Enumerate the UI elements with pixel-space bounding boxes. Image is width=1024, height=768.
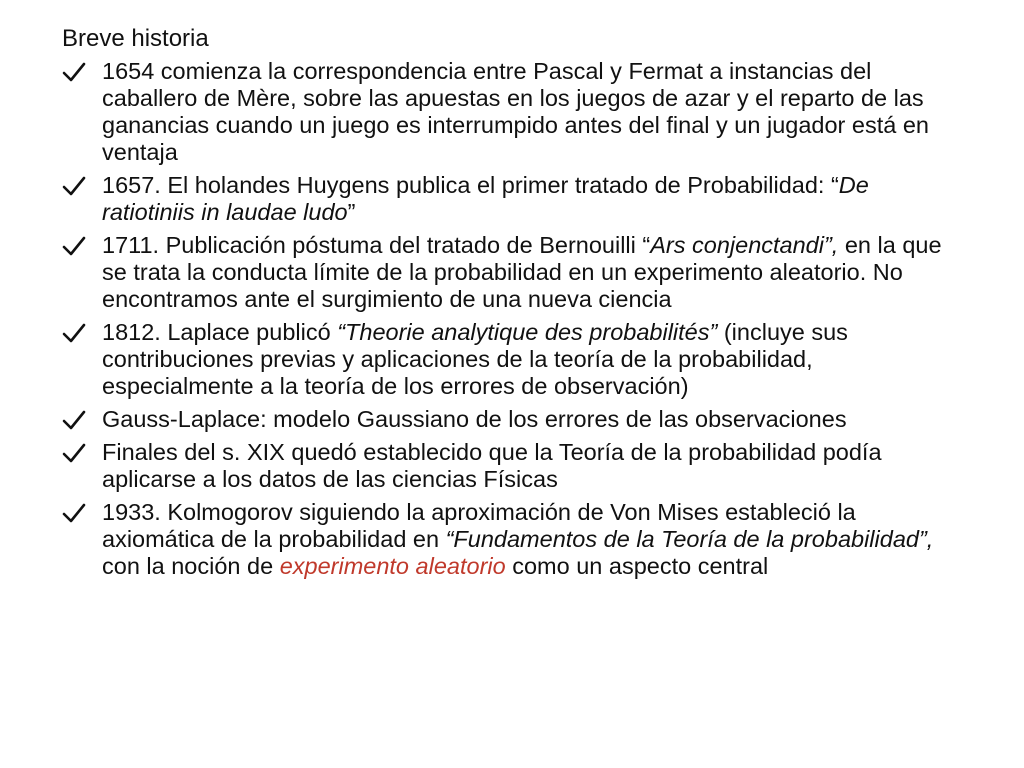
- italic-title: De ratiotiniis in laudae ludo: [102, 172, 869, 225]
- highlighted-term: experimento aleatorio: [279, 553, 506, 579]
- bullet-text-segment: 1711. Publicación póstuma del tratado de Bernouilli “: [102, 232, 651, 258]
- bullet-text: [102, 232, 942, 312]
- bullet-item: [62, 406, 962, 433]
- bullet-text: [102, 58, 929, 165]
- bullet-text: [102, 319, 848, 399]
- slide-heading: Breve historia: [62, 25, 209, 52]
- italic-title: “Fundamentos de la Teoría de la probabilidad”,: [445, 526, 934, 552]
- bullet-text-segment: 1812. Laplace publicó: [102, 319, 338, 345]
- bullet-text-segment: Gauss-Laplace: modelo Gaussiano de los errores de las observaciones: [102, 406, 847, 432]
- italic-title: Ars conjenctandi”,: [650, 232, 839, 258]
- bullet-text: [102, 406, 847, 432]
- bullet-text-segment: 1654 comienza la correspondencia entre Pascal y Fermat a instancias del caballero de Mère, sobre las apuestas en los juegos de azar y el reparto de las ganancias cuando un juego es interrumpido antes del final y un jugador está en ventaja: [102, 58, 929, 165]
- bullet-item: [62, 439, 962, 493]
- bullet-text-segment: Finales del s. XIX quedó establecido que la Teoría de la probabilidad podía aplicarse a los datos de las ciencias Físicas: [102, 439, 882, 492]
- checkmark-icon: [62, 322, 86, 344]
- bullet-text-segment: 1933. Kolmogorov siguiendo la aproximación de Von Mises estableció la axiomática de la probabilidad en: [102, 499, 856, 552]
- checkmark-icon: [62, 409, 86, 431]
- bullet-item: [62, 232, 962, 313]
- bullet-text-segment: como un aspecto central: [505, 553, 769, 579]
- bullet-item: [62, 319, 962, 400]
- bullet-text: [102, 499, 933, 579]
- bullet-text: [102, 439, 882, 492]
- checkmark-icon: [62, 175, 86, 197]
- bullet-item: [62, 58, 962, 166]
- bullet-text-segment: con la noción de: [102, 553, 280, 579]
- checkmark-icon: [62, 502, 86, 524]
- bullet-item: [62, 172, 962, 226]
- bullet-text-segment: (incluye sus contribuciones previas y aplicaciones de la teoría de la probabilidad, especialmente a la teoría de los errores de observación): [102, 319, 848, 399]
- checkmark-icon: [62, 61, 86, 83]
- bullet-text-segment: 1657. El holandes Huygens publica el primer tratado de Probabilidad: “: [102, 172, 839, 198]
- checkmark-icon: [62, 442, 86, 464]
- bullet-text-segment: ”: [347, 199, 356, 225]
- italic-title: “Theorie analytique des probabilités”: [337, 319, 718, 345]
- checkmark-icon: [62, 235, 86, 257]
- bullet-text-segment: en la que se trata la conducta límite de la probabilidad en un experimento aleatorio. No encontramos ante el surgimiento de una nueva ciencia: [102, 232, 942, 312]
- bullet-item: [62, 499, 962, 580]
- bullet-list: [62, 58, 962, 586]
- bullet-text: [102, 172, 869, 225]
